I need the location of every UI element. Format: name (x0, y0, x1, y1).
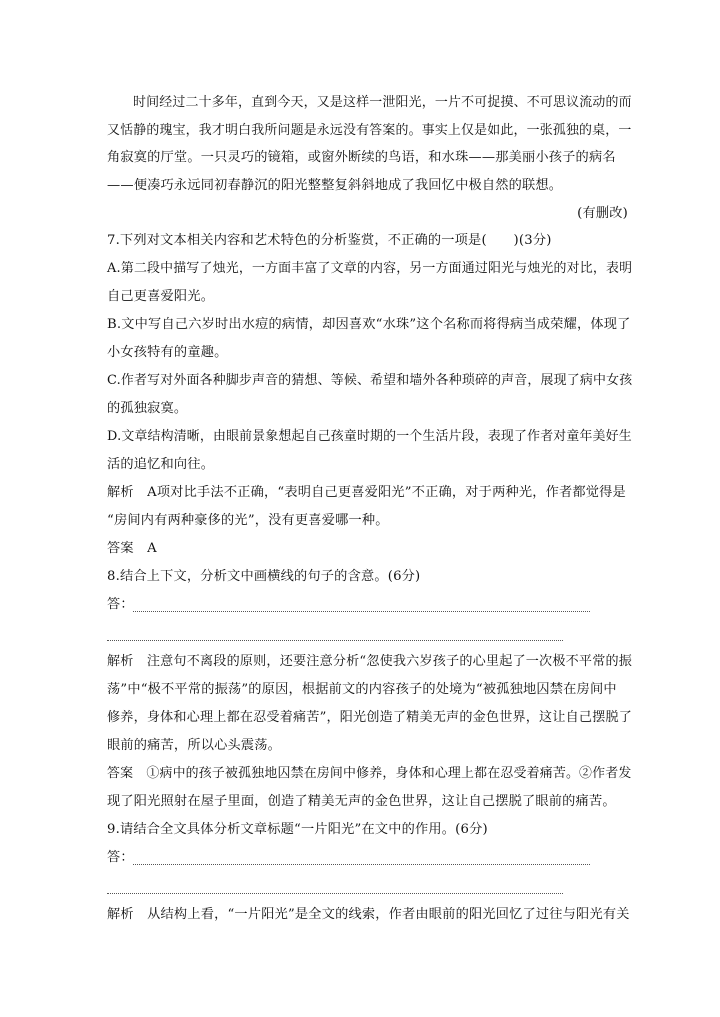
option-d: D.文章结构清晰，由眼前景象想起自己孩童时期的一个生活片段，表现了作者对童年美好生 (107, 429, 632, 444)
question-7-stem: 7.下列对文本相关内容和艺术特色的分析鉴赏，不正确的一项是( )(3分) (107, 233, 552, 248)
question-7-answer: 答案 A (107, 541, 157, 556)
question-8-stem: 8.结合上下文，分析文中画横线的句子的含意。(6分) (107, 569, 421, 584)
answer-label: 答： (107, 850, 134, 865)
answer-blank-line[interactable] (133, 864, 590, 865)
question-8-analysis: 眼前的痛苦，所以心头震荡。 (107, 738, 282, 753)
option-c: C.作者写对外面各种脚步声音的猜想、等候、希望和墙外各种琐碎的声音，展现了病中女孩 (107, 373, 633, 388)
passage-line: 角寂寞的厅堂。一只灵巧的镜箱，或窗外断续的鸟语，和水珠——那美丽小孩子的病名 (107, 150, 616, 165)
passage-line: 时间经过二十多年，直到今天，又是这样一泄阳光，一片不可捉摸、不可思议流动的而 (133, 95, 632, 110)
question-8-analysis: 修养，身体和心理上都在忍受着痛苦”，阳光创造了精美无声的金色世界，这让自己摆脱了 (107, 710, 633, 725)
question-8-analysis: 荡”中“极不平常的振荡”的原因，根据前文的内容孩子的处境为“被孤独地囚禁在房间中 (107, 682, 617, 697)
option-d: 活的追忆和向往。 (107, 457, 215, 472)
passage-line: 又恬静的瑰宝，我才明白我所问题是永远没有答案的。事实上仅是如此，一张孤独的桌，一 (107, 123, 632, 138)
answer-blank-line[interactable] (107, 893, 563, 894)
answer-blank-line[interactable] (133, 611, 590, 612)
option-a: 自己更喜爱阳光。 (107, 289, 215, 304)
question-8-answer: 答案 ①病中的孩子被孤独地囚禁在房间中修养，身体和心理上都在忍受着痛苦。②作者发 (107, 766, 632, 781)
question-8-answer: 现了阳光照射在屋子里面，创造了精美无声的金色世界，这让自己摆脱了眼前的痛苦。 (107, 794, 616, 809)
answer-label: 答： (107, 597, 134, 612)
source-note: (有删改) (577, 206, 628, 221)
passage-line: ——便凑巧永远同初春静沉的阳光整整复斜斜地成了我回忆中极自然的联想。 (107, 178, 563, 193)
option-b: B.文中写自己六岁时出水痘的病情，却因喜欢“水珠”这个名称而将得病当成荣耀，体现了 (107, 317, 631, 332)
question-9-analysis: 解析 从结构上看，“一片阳光”是全文的线索，作者由眼前的阳光回忆了过往与阳光有关 (107, 907, 630, 922)
answer-blank-line[interactable] (107, 640, 563, 641)
question-8-analysis: 解析 注意句不离段的原则，还要注意分析“忽使我六岁孩子的心里起了一次极不平常的振 (107, 654, 633, 669)
option-a: A.第二段中描写了烛光，一方面丰富了文章的内容，另一方面通过阳光与烛光的对比，表明 (107, 261, 633, 276)
option-c: 的孤独寂寞。 (107, 401, 188, 416)
option-b: 小女孩特有的童趣。 (107, 345, 228, 360)
question-7-analysis: 解析 A项对比手法不正确，“表明自己更喜爱阳光”不正确，对于两种光，作者都觉得是 (107, 485, 626, 500)
question-9-stem: 9.请结合全文具体分析文章标题“一片阳光”在文中的作用。(6分) (107, 822, 488, 837)
question-7-analysis: “房间内有两种豪侈的光”，没有更喜爱哪一种。 (107, 513, 389, 528)
